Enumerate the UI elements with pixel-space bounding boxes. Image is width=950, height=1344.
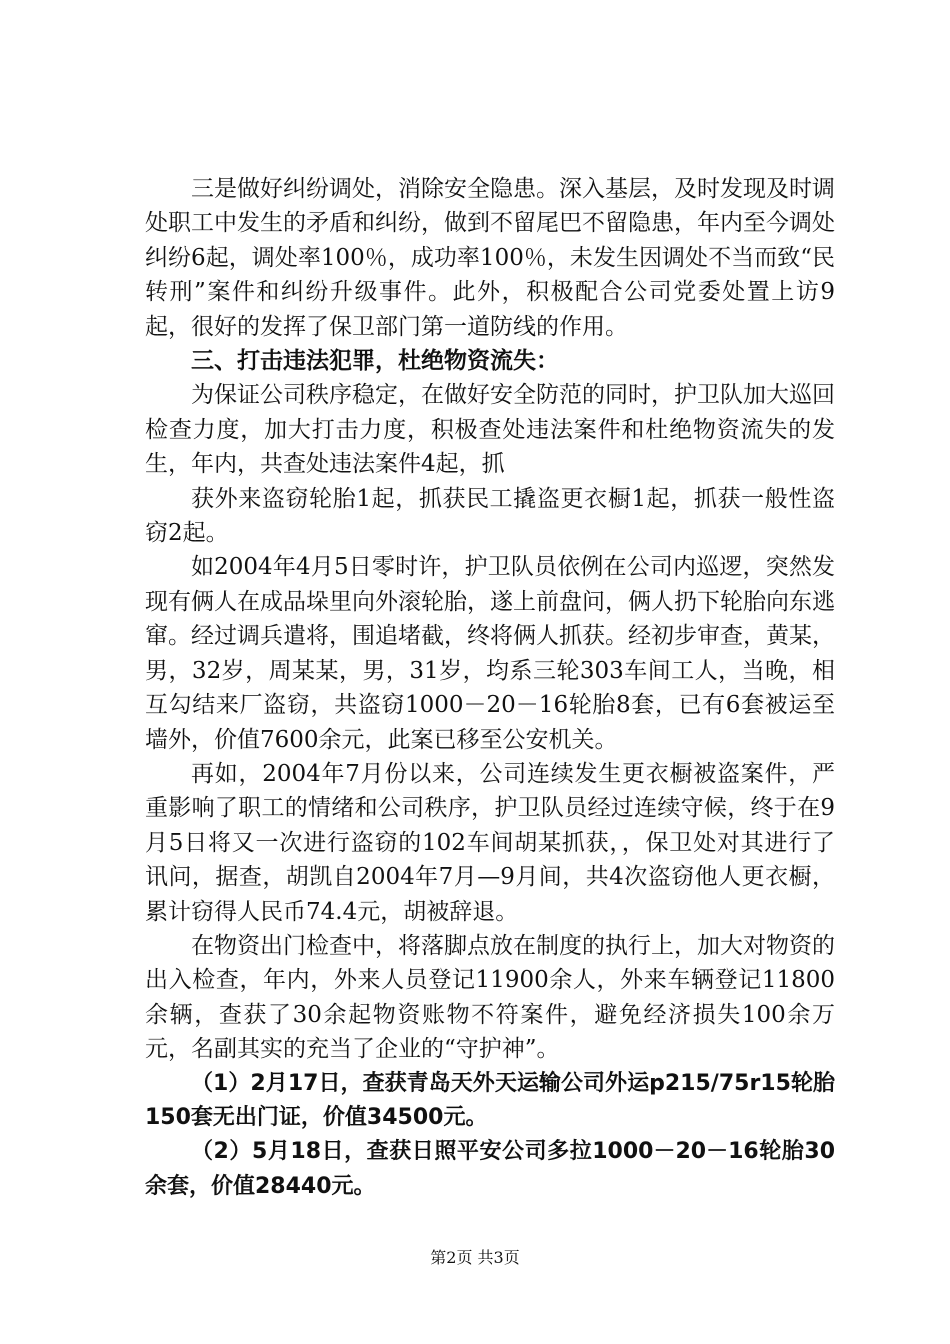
section-heading-3: 三、打击违法犯罪，杜绝物资流失： bbox=[191, 347, 559, 375]
paragraph-crackdown-intro: 为保证公司秩序稳定，在做好安全防范的同时，护卫队加大巡回检查力度，加大打击力度，积极查处违法案件和杜绝物资流失的发生，年内，共查处违法案件4起，抓 bbox=[145, 382, 835, 478]
paragraph-item-2: （2）5月18日，查获日照平安公司多拉1000－20－16轮胎30余套，价值28440元。 bbox=[145, 1139, 835, 1199]
page-footer: 第2页 共3页 bbox=[430, 1248, 520, 1267]
paragraph-item-1: （1）2月17日，查获青岛天外天运输公司外运p215/75r15轮胎150套无出门证，价值34500元。 bbox=[145, 1070, 835, 1130]
paragraph-gate-inspection: 在物资出门检查中，将落脚点放在制度的执行上，加大对物资的出入检查，年内，外来人员登记11900余人，外来车辆登记11800余辆，查获了30余起物资账物不符案件，避免经济损失100余万元，名副其实的充当了企业的“守护神”。 bbox=[145, 932, 835, 1063]
paragraph-case-july: 再如，2004年7月份以来，公司连续发生更衣橱被盗案件，严重影响了职工的情绪和公司秩序，护卫队员经过连续守候，终于在9月5日将又一次进行盗窃的102车间胡某抓获，，保卫处对其进行了讯问，据查，胡凯自2004年7月—9月间，共4次盗窃他人更衣橱，累计窃得人民币74.4元，胡被辞退。 bbox=[145, 760, 835, 925]
paragraph-dispute-mediation: 三是做好纠纷调处，消除安全隐患。深入基层，及时发现及时调处职工中发生的矛盾和纠纷，做到不留尾巴不留隐患，年内至今调处纠纷6起，调处率100％，成功率100％，未发生因调处不当而致“民转刑”案件和纠纷升级事件。此外，积极配合公司党委处置上访9起，很好的发挥了保卫部门第一道防线的作用。 bbox=[145, 176, 835, 340]
document-body bbox=[145, 172, 835, 1204]
paragraph-case-april: 如2004年4月5日零时许，护卫队员依例在公司内巡逻，突然发现有俩人在成品垛里向外滚轮胎，遂上前盘问，俩人扔下轮胎向东逃窜。经过调兵遣将，围追堵截，终将俩人抓获。经初步审查，黄某，男，32岁，周某某，男，31岁，均系三轮303车间工人，当晚，相互勾结来厂盗窃，共盗窃1000－20－16轮胎8套，已有6套被运至墙外，价值7600余元，此案已移至公安机关。 bbox=[145, 554, 835, 753]
paragraph-arrests-summary: 获外来盗窃轮胎1起，抓获民工撬盗更衣橱1起，抓获一般性盗窃2起。 bbox=[145, 485, 835, 547]
